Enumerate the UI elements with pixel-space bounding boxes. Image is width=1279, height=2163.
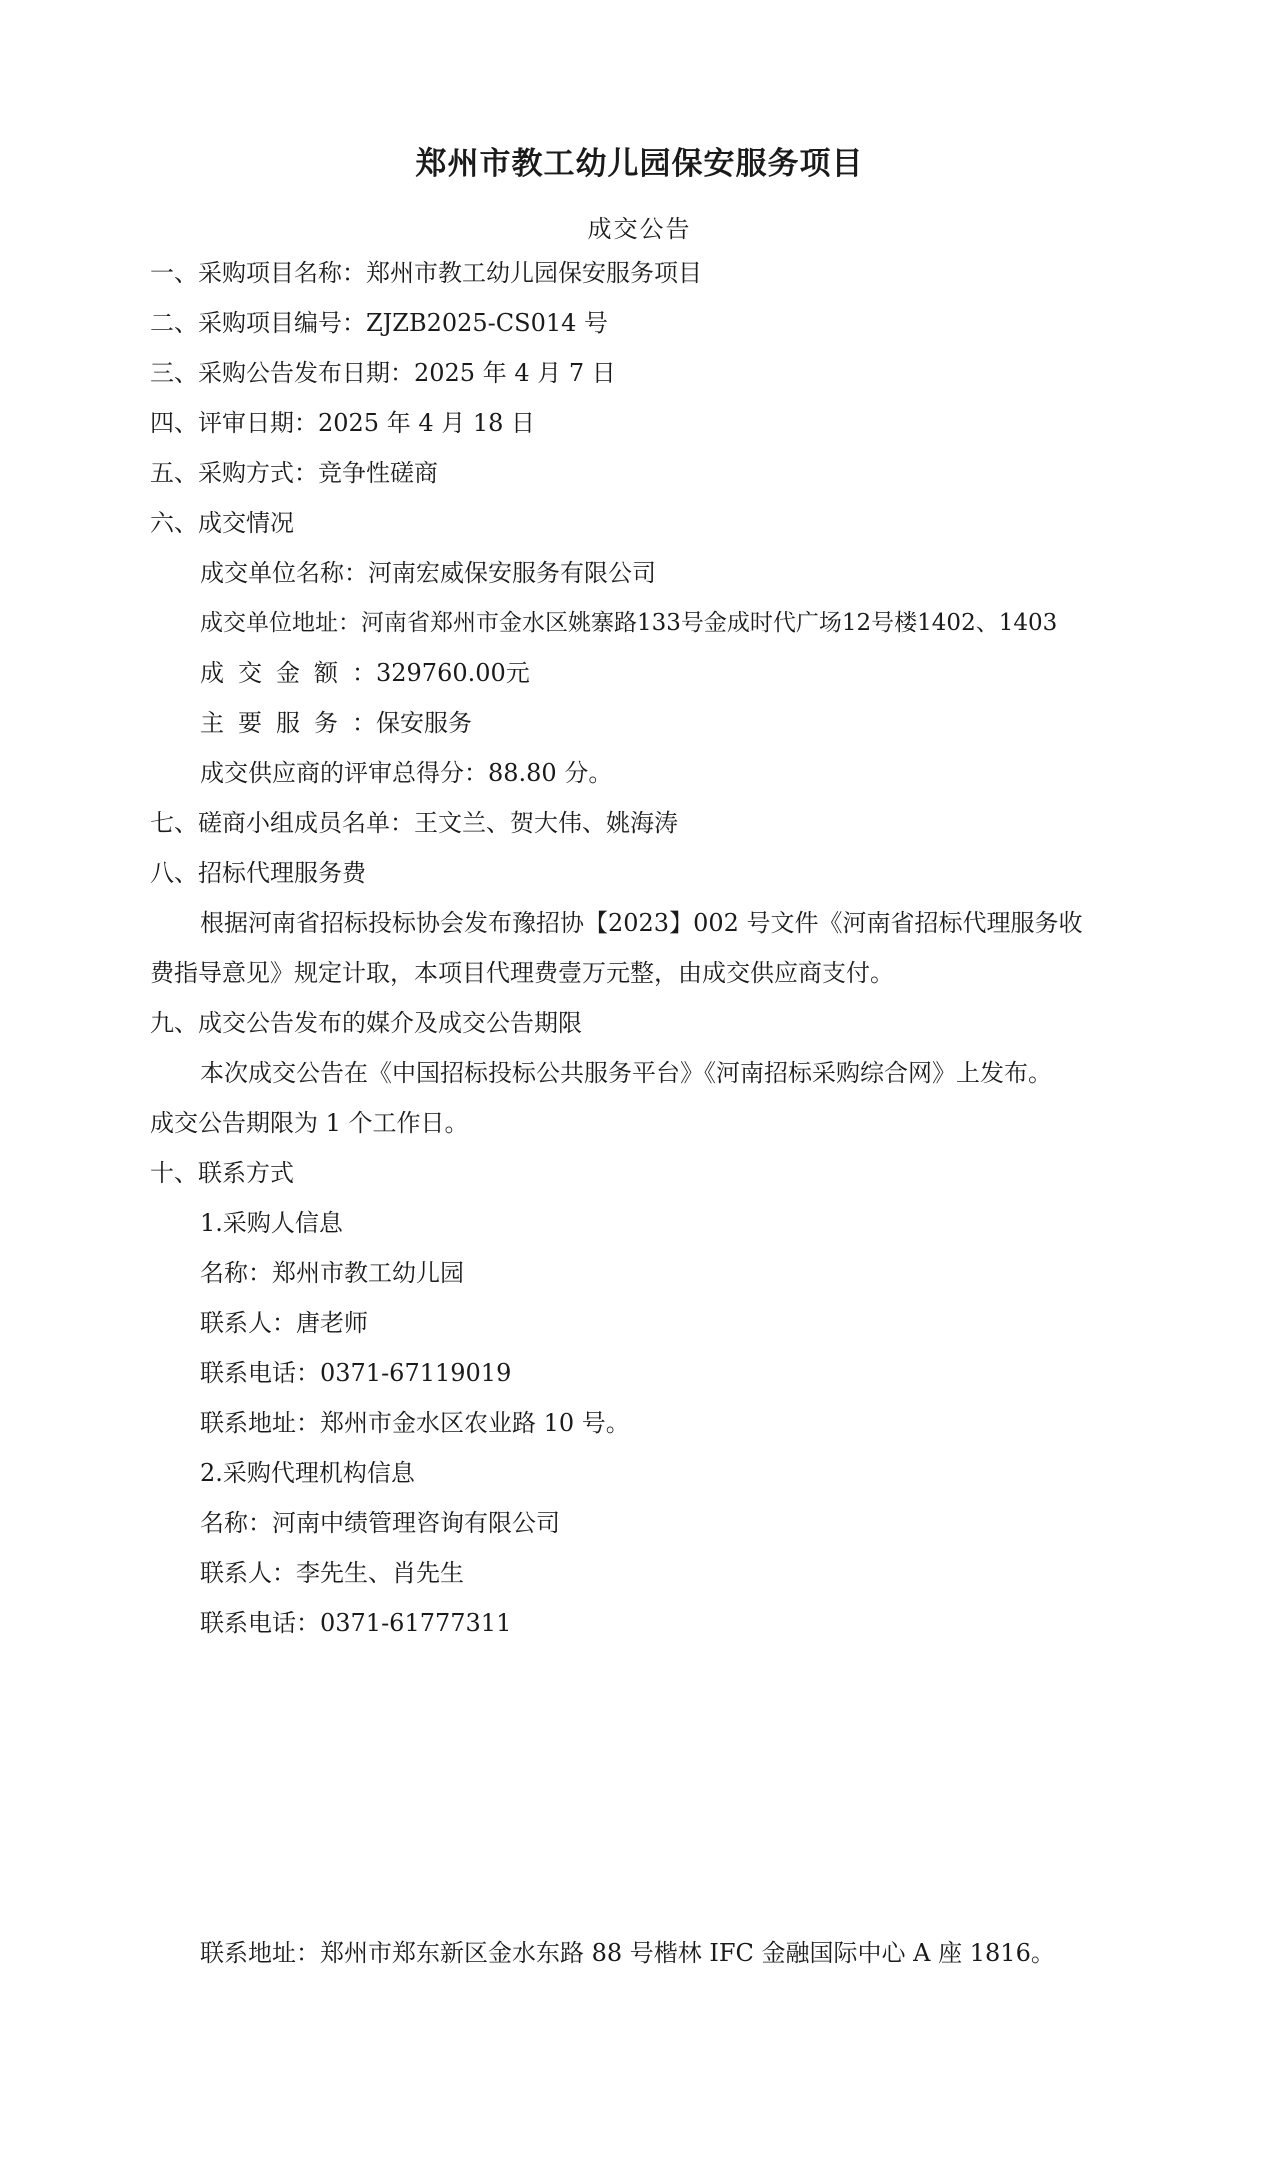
section-1: 一、采购项目名称：郑州市教工幼儿园保安服务项目 — [150, 259, 702, 287]
main-service-label: 主要服务 — [200, 709, 352, 737]
purchaser-phone: 联系电话：0371-67119019 — [200, 1359, 512, 1387]
main-service — [200, 708, 472, 738]
agency-phone: 联系电话：0371-61777311 — [200, 1609, 512, 1637]
agency-contact: 联系人：李先生、肖先生 — [200, 1559, 464, 1587]
section-4: 四、评审日期：2025 年 4 月 18 日 — [150, 409, 536, 437]
purchaser-address: 联系地址：郑州市金水区农业路 10 号。 — [200, 1409, 630, 1437]
agency-address: 联系地址：郑州市郑东新区金水东路 88 号楷林 IFC 金融国际中心 A 座 1816。 — [200, 1939, 1055, 1967]
agency-heading: 2.采购代理机构信息 — [200, 1459, 415, 1487]
media-paragraph-line-1: 本次成交公告在《中国招标投标公共服务平台》《河南招标采购综合网》上发布。 — [200, 1059, 1052, 1087]
purchaser-name: 名称：郑州市教工幼儿园 — [200, 1259, 464, 1287]
document-title: 郑州市教工幼儿园保安服务项目 — [415, 146, 864, 182]
fee-paragraph-line-1: 根据河南省招标投标协会发布豫招协【2023】002 号文件《河南省招标代理服务收 — [200, 909, 1083, 937]
agency-name: 名称：河南中绩管理咨询有限公司 — [200, 1509, 560, 1537]
winner-amount-value: ：329760.00元 — [352, 659, 530, 687]
winner-amount-label: 成交金额 — [200, 659, 352, 687]
section-7: 七、磋商小组成员名单：王文兰、贺大伟、姚海涛 — [150, 809, 678, 837]
section-5: 五、采购方式：竞争性磋商 — [150, 459, 438, 487]
section-2: 二、采购项目编号：ZJZB2025-CS014 号 — [150, 309, 609, 337]
section-8: 八、招标代理服务费 — [150, 859, 366, 887]
purchaser-heading: 1.采购人信息 — [200, 1209, 343, 1237]
winner-score: 成交供应商的评审总得分：88.80 分。 — [200, 759, 613, 787]
fee-paragraph-line-2: 费指导意见》规定计取，本项目代理费壹万元整，由成交供应商支付。 — [150, 959, 894, 987]
winner-name: 成交单位名称：河南宏威保安服务有限公司 — [200, 559, 656, 587]
document-subtitle: 成交公告 — [587, 215, 692, 243]
section-3: 三、采购公告发布日期：2025 年 4 月 7 日 — [150, 359, 616, 387]
section-6: 六、成交情况 — [150, 509, 294, 537]
purchaser-contact: 联系人：唐老师 — [200, 1309, 368, 1337]
main-service-value: ：保安服务 — [352, 709, 472, 737]
section-9: 九、成交公告发布的媒介及成交公告期限 — [150, 1009, 582, 1037]
section-10: 十、联系方式 — [150, 1159, 294, 1187]
media-paragraph-line-2: 成交公告期限为 1 个工作日。 — [150, 1109, 469, 1137]
winner-address: 成交单位地址：河南省郑州市金水区姚寨路133号金成时代广场12号楼1402、1403 — [200, 610, 1058, 636]
winner-amount — [200, 658, 530, 688]
